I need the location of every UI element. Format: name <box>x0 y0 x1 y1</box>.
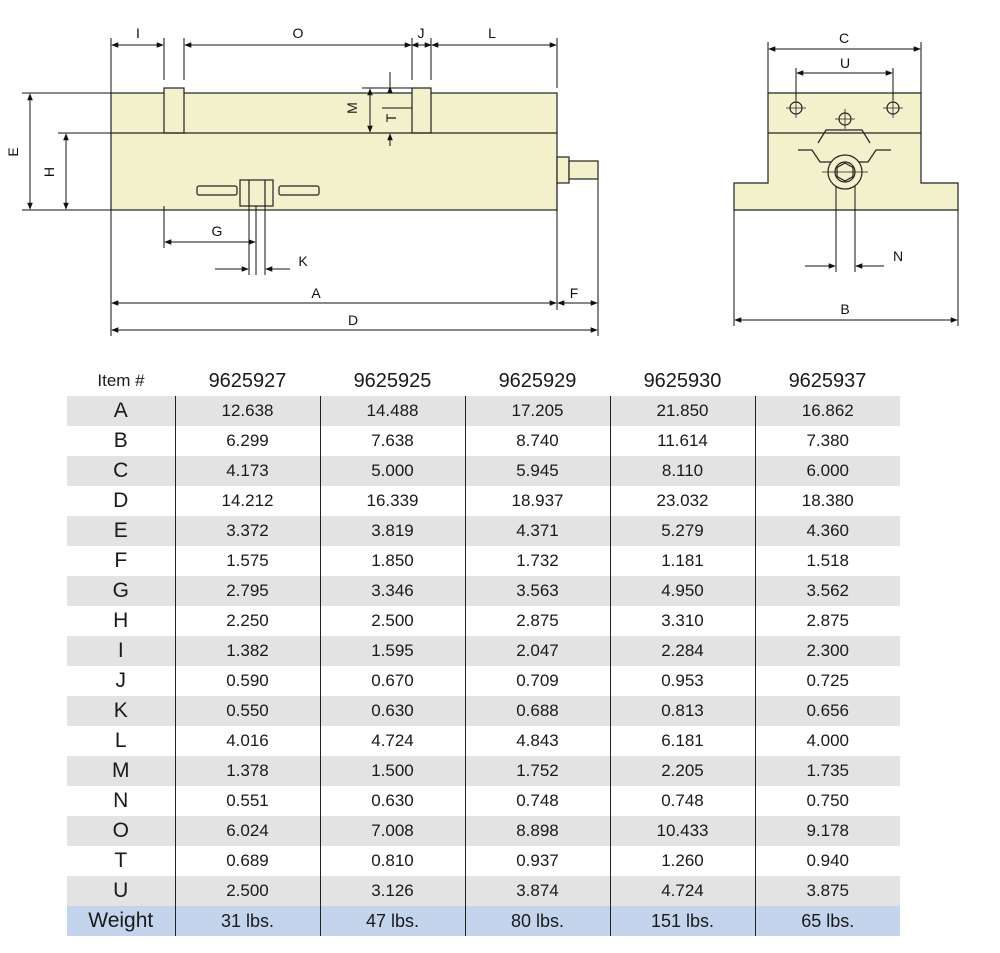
dim-label-f: F <box>569 285 579 301</box>
movable-jaw <box>412 88 431 133</box>
table-cell: 3.875 <box>755 876 900 906</box>
row-label: G <box>67 576 175 606</box>
table-cell: 16.862 <box>755 396 900 426</box>
table-cell: 3.346 <box>320 576 465 606</box>
row-label: J <box>115 669 126 692</box>
dim-label-d: D <box>347 312 359 328</box>
table-row <box>67 546 900 576</box>
row-label: Weight <box>67 906 175 936</box>
table-cell: 10.433 <box>610 816 755 846</box>
table-cell: 151 lbs. <box>610 906 755 936</box>
table-cell: 0.656 <box>755 696 900 726</box>
table-cell: 0.940 <box>755 846 900 876</box>
dim-label-u: U <box>839 55 851 71</box>
table-cell: 1.382 <box>175 636 320 666</box>
table-cell: 31 lbs. <box>175 906 320 936</box>
table-row <box>67 516 900 546</box>
table-cell: 23.032 <box>610 486 755 516</box>
row-label: H <box>113 609 129 632</box>
table-cell: 4.843 <box>465 726 610 756</box>
table-cell: 1.378 <box>175 756 320 786</box>
table-cell: 6.000 <box>755 456 900 486</box>
table-cell: 65 lbs. <box>755 906 900 936</box>
dim-label-l: L <box>488 25 496 41</box>
table-cell: 2.205 <box>610 756 755 786</box>
table-cell: 6.024 <box>175 816 320 846</box>
row-label: L <box>114 729 127 752</box>
table-cell: 0.630 <box>320 786 465 816</box>
row-label: A <box>67 396 175 426</box>
table-cell: 18.380 <box>755 486 900 516</box>
table-cell: 6.181 <box>610 726 755 756</box>
table-row <box>67 606 900 636</box>
table-cell: 2.500 <box>175 876 320 906</box>
table-cell: 1.575 <box>175 546 320 576</box>
row-label: O <box>67 816 175 846</box>
vise-dimension-drawings <box>0 0 1000 360</box>
table-cell: 4.173 <box>175 456 320 486</box>
table-cell: 2.250 <box>175 606 320 636</box>
table-cell: 0.551 <box>175 786 320 816</box>
table-row <box>67 396 900 426</box>
table-header <box>67 366 900 396</box>
dim-label-b: B <box>840 301 850 317</box>
row-label: F <box>114 549 128 572</box>
end-view-body <box>734 93 958 210</box>
table-cell: 2.500 <box>320 606 465 636</box>
table-row <box>67 696 900 726</box>
dim-label-e: E <box>5 147 21 157</box>
table-cell: 0.937 <box>465 846 610 876</box>
header-model: 9625930 <box>643 369 722 392</box>
table-cell: 4.016 <box>175 726 320 756</box>
table-cell: 3.874 <box>465 876 610 906</box>
table-cell: 0.630 <box>320 696 465 726</box>
table-cell: 2.300 <box>755 636 900 666</box>
table-cell: 0.750 <box>755 786 900 816</box>
table-body <box>67 396 900 936</box>
table-row <box>67 816 900 846</box>
table-cell: 8.898 <box>465 816 610 846</box>
table-cell: 4.724 <box>320 726 465 756</box>
header-row <box>67 366 900 396</box>
table-cell: 1.181 <box>610 546 755 576</box>
screw-hex <box>569 161 598 179</box>
table-cell: 7.380 <box>755 426 900 456</box>
table-row <box>67 876 900 906</box>
table-cell: 11.614 <box>610 426 755 456</box>
table-row <box>67 426 900 456</box>
row-label: C <box>67 456 175 486</box>
table-cell: 3.126 <box>320 876 465 906</box>
end-view-drawing <box>734 93 958 210</box>
table-cell: 1.850 <box>320 546 465 576</box>
table-cell: 0.810 <box>320 846 465 876</box>
table-cell: 0.725 <box>755 666 900 696</box>
row-label: T <box>114 849 128 872</box>
table-cell: 1.260 <box>610 846 755 876</box>
dim-label-n: N <box>892 248 904 264</box>
table-row <box>67 636 900 666</box>
table-cell: 47 lbs. <box>320 906 465 936</box>
header-model: 9625925 <box>353 369 432 392</box>
table-cell: 17.205 <box>465 396 610 426</box>
dim-label-c: C <box>838 30 850 46</box>
table-cell: 4.724 <box>610 876 755 906</box>
table-row <box>67 456 900 486</box>
table-cell: 8.110 <box>610 456 755 486</box>
table-cell: 0.709 <box>465 666 610 696</box>
table-row <box>67 576 900 606</box>
dim-label-i: I <box>136 25 140 41</box>
table-cell: 1.752 <box>465 756 610 786</box>
table-cell: 4.360 <box>755 516 900 546</box>
table-cell: 5.945 <box>465 456 610 486</box>
table-cell: 21.850 <box>610 396 755 426</box>
table-cell: 8.740 <box>465 426 610 456</box>
table-cell: 1.595 <box>320 636 465 666</box>
table-cell: 5.000 <box>320 456 465 486</box>
table-cell: 9.178 <box>755 816 900 846</box>
table-cell: 0.748 <box>465 786 610 816</box>
table-cell: 2.047 <box>465 636 610 666</box>
table-cell: 16.339 <box>320 486 465 516</box>
fixed-jaw <box>164 88 184 133</box>
table-cell: 12.638 <box>175 396 320 426</box>
row-label: D <box>113 489 129 512</box>
table-row <box>67 726 900 756</box>
dim-label-t: T <box>383 113 399 123</box>
table-cell: 7.638 <box>320 426 465 456</box>
table-cell: 2.875 <box>465 606 610 636</box>
dim-label-h: H <box>41 166 57 178</box>
table-cell: 18.937 <box>465 486 610 516</box>
table-cell: 3.562 <box>755 576 900 606</box>
table-cell: 0.689 <box>175 846 320 876</box>
dim-label-a: A <box>311 285 321 301</box>
table-cell: 2.284 <box>610 636 755 666</box>
table-cell: 3.563 <box>465 576 610 606</box>
dim-label-m: M <box>344 102 360 114</box>
table-cell: 0.813 <box>610 696 755 726</box>
table-row <box>67 846 900 876</box>
table-cell: 0.688 <box>465 696 610 726</box>
header-model: 9625927 <box>208 369 287 392</box>
row-label: U <box>67 876 175 906</box>
table-cell: 3.819 <box>320 516 465 546</box>
row-label: E <box>67 516 175 546</box>
table-cell: 1.735 <box>755 756 900 786</box>
table-cell: 2.875 <box>755 606 900 636</box>
table-row <box>67 666 900 696</box>
table-cell: 14.488 <box>320 396 465 426</box>
dimension-spec-table <box>67 366 900 936</box>
dim-label-o: O <box>292 25 304 41</box>
row-label: I <box>67 636 175 666</box>
table-cell: 0.953 <box>610 666 755 696</box>
dim-label-j: J <box>417 25 425 41</box>
table-cell: 6.299 <box>175 426 320 456</box>
table-cell: 5.279 <box>610 516 755 546</box>
table-cell: 3.310 <box>610 606 755 636</box>
row-label: K <box>67 696 175 726</box>
table-cell: 3.372 <box>175 516 320 546</box>
table-cell: 0.550 <box>175 696 320 726</box>
table-cell: 4.000 <box>755 726 900 756</box>
row-label: M <box>67 756 175 786</box>
row-label: N <box>113 789 129 812</box>
table-cell: 1.500 <box>320 756 465 786</box>
table-cell: 0.670 <box>320 666 465 696</box>
table-cell: 14.212 <box>175 486 320 516</box>
screw-end <box>557 157 569 183</box>
table-row <box>67 486 900 516</box>
table-cell: 80 lbs. <box>465 906 610 936</box>
table-cell: 0.748 <box>610 786 755 816</box>
dim-label-k: K <box>298 253 308 269</box>
header-model: 9625937 <box>788 369 867 392</box>
header-model: 9625929 <box>498 369 577 392</box>
table-cell: 2.795 <box>175 576 320 606</box>
dim-label-g: G <box>211 223 223 239</box>
table-row <box>67 756 900 786</box>
table-row <box>67 786 900 816</box>
row-label: B <box>113 429 128 452</box>
table-cell: 7.008 <box>320 816 465 846</box>
weight-row <box>67 906 900 936</box>
table-cell: 4.371 <box>465 516 610 546</box>
table-cell: 1.732 <box>465 546 610 576</box>
header-item-label: Item # <box>97 371 145 390</box>
table-cell: 4.950 <box>610 576 755 606</box>
table-cell: 0.590 <box>175 666 320 696</box>
table-cell: 1.518 <box>755 546 900 576</box>
